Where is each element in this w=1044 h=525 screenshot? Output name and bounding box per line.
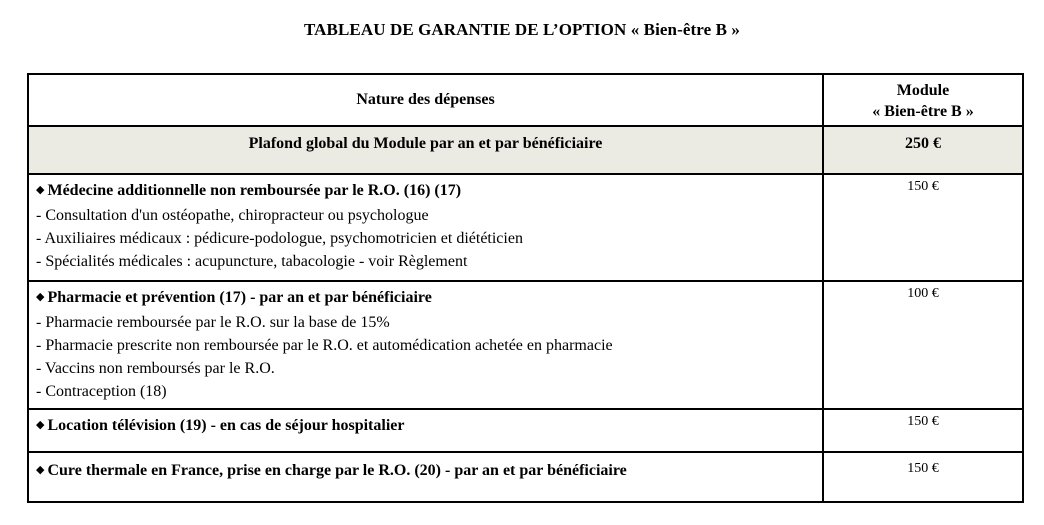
section-heading: ◆ Médecine additionnelle non remboursée par le R.O. (16) (17) <box>36 182 462 199</box>
diamond-bullet-icon: ◆ <box>36 291 45 303</box>
header-module-line1: Module <box>896 82 950 99</box>
section-line: - Spécialités médicales : acupuncture, tabacologie - voir Règlement <box>36 253 468 270</box>
header-module-label <box>824 80 1022 122</box>
section-amount: 150 € <box>907 461 939 476</box>
section-amount-cell <box>824 453 1022 501</box>
plafond-amount: 250 € <box>905 135 941 152</box>
section-description-cell <box>29 175 824 280</box>
plafond-row <box>29 125 1022 173</box>
section-heading: ◆ Pharmacie et prévention (17) - par an et par bénéficiaire <box>36 289 432 306</box>
section-heading: ◆ Cure thermale en France, prise en charge par le R.O. (20) - par an et par bénéficiaire <box>36 462 627 479</box>
section-line: - Consultation d'un ostéopathe, chiropracteur ou psychologue <box>36 207 429 224</box>
section-line: - Pharmacie prescrite non remboursée par le R.O. et automédication achetée en pharmacie <box>36 337 613 354</box>
section-line: - Pharmacie remboursée par le R.O. sur la base de 15% <box>36 314 390 331</box>
section-description-cell <box>29 453 824 501</box>
header-nature-cell <box>29 75 824 125</box>
diamond-bullet-icon: ◆ <box>36 419 45 431</box>
table-row <box>29 280 1022 408</box>
header-nature-label: Nature des dépenses <box>356 91 495 108</box>
table-row <box>29 408 1022 451</box>
plafond-amount-cell <box>824 127 1022 173</box>
diamond-bullet-icon: ◆ <box>36 184 45 196</box>
plafond-label-cell <box>29 127 824 173</box>
section-amount: 100 € <box>907 286 939 301</box>
section-amount-cell <box>824 282 1022 408</box>
table-header-row <box>29 75 1022 125</box>
section-description-cell <box>29 410 824 451</box>
table-row <box>29 173 1022 280</box>
page-title: TABLEAU DE GARANTIE DE L’OPTION « Bien-être B » <box>303 20 741 39</box>
section-line: - Vaccins non remboursés par le R.O. <box>36 360 275 377</box>
section-amount: 150 € <box>907 179 939 194</box>
table-row <box>29 451 1022 501</box>
section-amount: 150 € <box>907 414 939 429</box>
header-module-cell <box>824 75 1022 125</box>
section-line: - Contraception (18) <box>36 383 167 400</box>
guarantee-table <box>27 73 1024 503</box>
section-description-cell <box>29 282 824 408</box>
section-line: - Auxiliaires médicaux : pédicure-podologue, psychomotricien et diététicien <box>36 230 523 247</box>
plafond-label: Plafond global du Module par an et par bénéficiaire <box>248 135 603 152</box>
section-heading: ◆ Location télévision (19) - en cas de séjour hospitalier <box>36 417 405 434</box>
section-amount-cell <box>824 410 1022 451</box>
section-amount-cell <box>824 175 1022 280</box>
diamond-bullet-icon: ◆ <box>36 464 45 476</box>
header-module-line2: « Bien-être B » <box>872 103 974 120</box>
